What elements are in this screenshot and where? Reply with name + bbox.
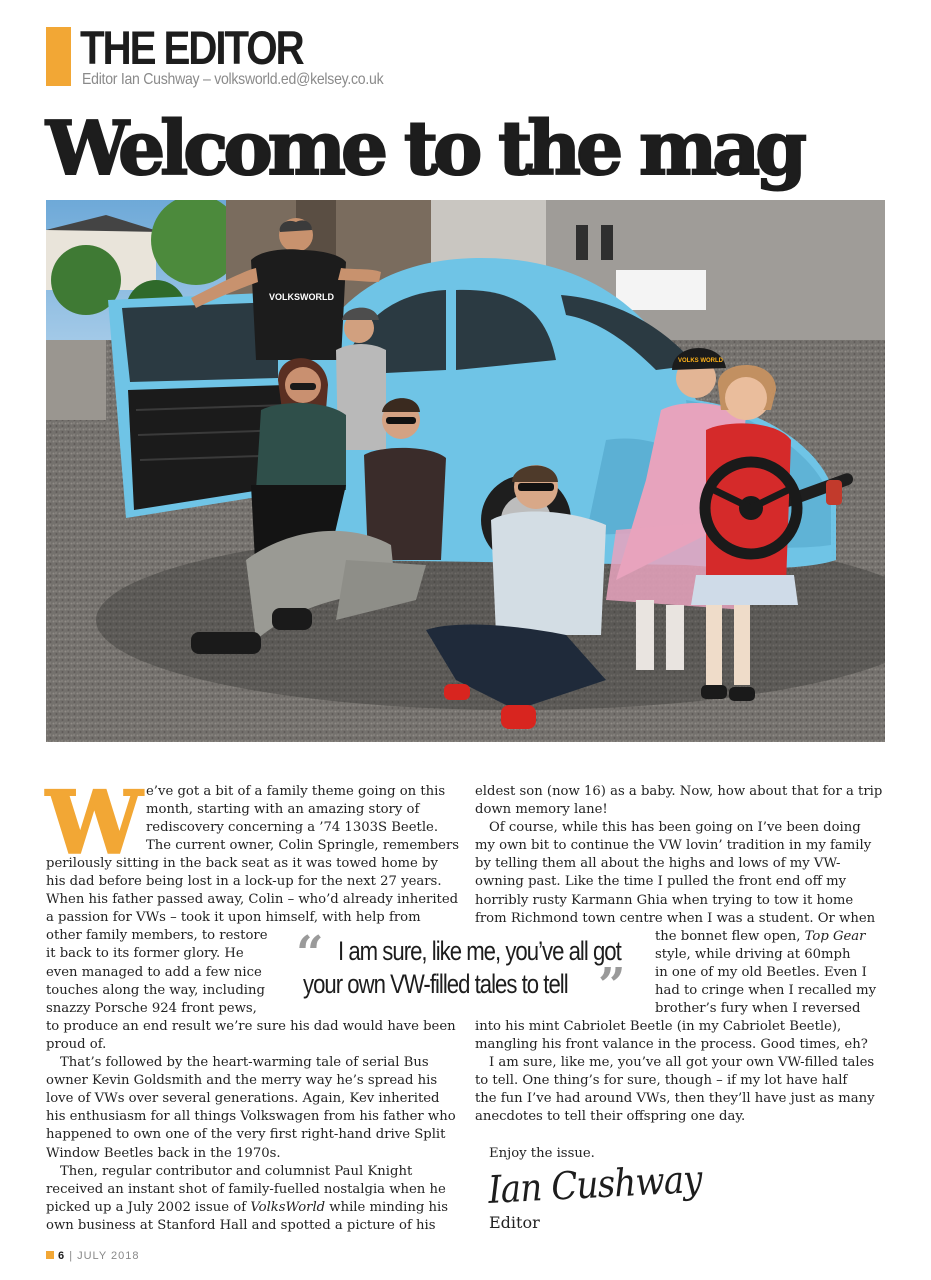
text-line: anecdotes to tell their offspring one day. [475, 1109, 746, 1125]
text-line: horribly rusty Karmann Ghia when trying to tow it home [475, 892, 854, 908]
page-number: 6 [58, 1250, 66, 1262]
page-headline: Welcome to the mag [46, 106, 802, 192]
text-line: rediscovery concerning a ’74 1303S Beetle. [146, 820, 439, 836]
cap-logo: VOLKS WORLD [678, 358, 723, 364]
text-line: love of VWs over several generations. Again, Kev inherited [46, 1091, 440, 1107]
right-col-top [475, 783, 882, 928]
text-line: received an instant shot of family-fuelled nostalgia when he [46, 1181, 446, 1197]
right-col-narrow [655, 928, 876, 1018]
text-line: the fun I’ve had around VWs, then they’ll have just as many [475, 1091, 875, 1107]
text-line: picked up a July 2002 issue of VolksWorld while minding his [46, 1199, 448, 1215]
text-line: That’s followed by the heart-warming tale of serial Bus [60, 1055, 429, 1071]
text-line: a passion for VWs – took it upon himself, with help from [46, 910, 421, 926]
text-line: style, while driving at 60mph [655, 947, 851, 963]
text-line: Then, regular contributor and columnist Paul Knight [60, 1163, 413, 1179]
text-line: snazzy Porsche 924 front pews, [46, 1000, 257, 1016]
family-beetle-photo [46, 200, 885, 742]
pull-quote-line-2: your own VW-filled tales to tell [303, 969, 568, 999]
text-line: brother’s fury when I reversed [655, 1001, 861, 1017]
issue-date: JULY 2018 [77, 1250, 140, 1262]
text-line: month, starting with an amazing story of [146, 802, 420, 818]
text-line: perilously sitting in the back seat as it was towed home by [46, 856, 438, 871]
close-quote-icon: ” [598, 958, 626, 1014]
text-line: proud of. [46, 1036, 107, 1052]
header-accent-bar [46, 27, 71, 86]
shirt-logo: VOLKSWORLD [269, 292, 334, 302]
left-col-body [46, 855, 458, 1235]
text-line: touches along the way, including [46, 982, 265, 998]
text-line: by telling them all about the highs and lows of my VW- [475, 856, 841, 872]
text-line: eldest son (now 16) as a baby. Now, how about that for a trip [475, 784, 883, 799]
text-line: to tell. One thing’s for sure, though – if my lot have half [475, 1073, 848, 1089]
text-line: mangling his front valance in the process. Good times, eh? [475, 1037, 868, 1053]
text-line: owning past. Like the time I pulled the front end off my [475, 874, 847, 890]
text-line: my own bit to continue the VW lovin’ tradition in my family [475, 838, 872, 854]
text-line: into his mint Cabriolet Beetle (in my Cabriolet Beetle), [475, 1019, 842, 1034]
text-line: the bonnet flew open, Top Gear [655, 929, 866, 944]
text-line: Of course, while this has been going on I’ve been doing [489, 820, 861, 836]
footer-divider: | [69, 1250, 78, 1262]
page-footer [46, 1250, 140, 1262]
editor-role: Editor [489, 1213, 540, 1232]
text-line: When his father passed away, Colin – who’d already inherited [46, 892, 459, 908]
italic-title: Top Gear [804, 929, 866, 944]
section-title: THE EDITOR [80, 21, 303, 74]
photo-illustration [46, 200, 885, 742]
text-line: e’ve got a bit of a family theme going on this [146, 784, 446, 799]
text-line: from Richmond town centre when I was a student. Or when [475, 910, 876, 926]
text-line: own business at Stanford Hall and spotted a picture of his [46, 1217, 436, 1233]
italic-title: VolksWorld [250, 1199, 326, 1215]
text-line: owner Kevin Goldsmith and the merry way he’s spread his [46, 1073, 438, 1089]
open-quote-icon: “ [296, 926, 324, 982]
footer-accent-square [46, 1251, 54, 1259]
text-line: The current owner, Colin Springle, remembers [146, 838, 460, 854]
text-line: his dad before being lost in a lock-up for the next 27 years. [46, 874, 442, 890]
text-line: had to cringe when I recalled my [655, 983, 877, 999]
editor-byline: Editor Ian Cushway – volksworld.ed@kelsey.co.uk [82, 71, 384, 88]
text-line: in one of my old Beetles. Even I [655, 965, 867, 981]
text-line: other family members, to restore [46, 928, 268, 944]
drop-cap: W [46, 773, 143, 874]
left-col-intro [146, 783, 459, 855]
text-line: happened to own one of the very first right-hand drive Split [46, 1127, 446, 1143]
editor-signature: Ian Cushway [487, 1156, 703, 1212]
text-line: down memory lane! [475, 802, 608, 818]
pull-quote-line-1: I am sure, like me, you’ve all got [338, 936, 621, 966]
text-line: even managed to add a few nice [46, 964, 262, 980]
text-line: I am sure, like me, you’ve all got your own VW-filled tales [489, 1055, 875, 1071]
text-line: his enthusiasm for all things Volkswagen from his father who [46, 1109, 456, 1125]
text-line: Window Beetles back in the 1970s. [46, 1145, 281, 1161]
text-line: it back to its former glory. He [46, 946, 244, 962]
text-line: to produce an end result we’re sure his dad would have been [46, 1018, 456, 1034]
right-col-bottom [475, 1018, 875, 1127]
signoff: Enjoy the issue. [489, 1146, 595, 1161]
